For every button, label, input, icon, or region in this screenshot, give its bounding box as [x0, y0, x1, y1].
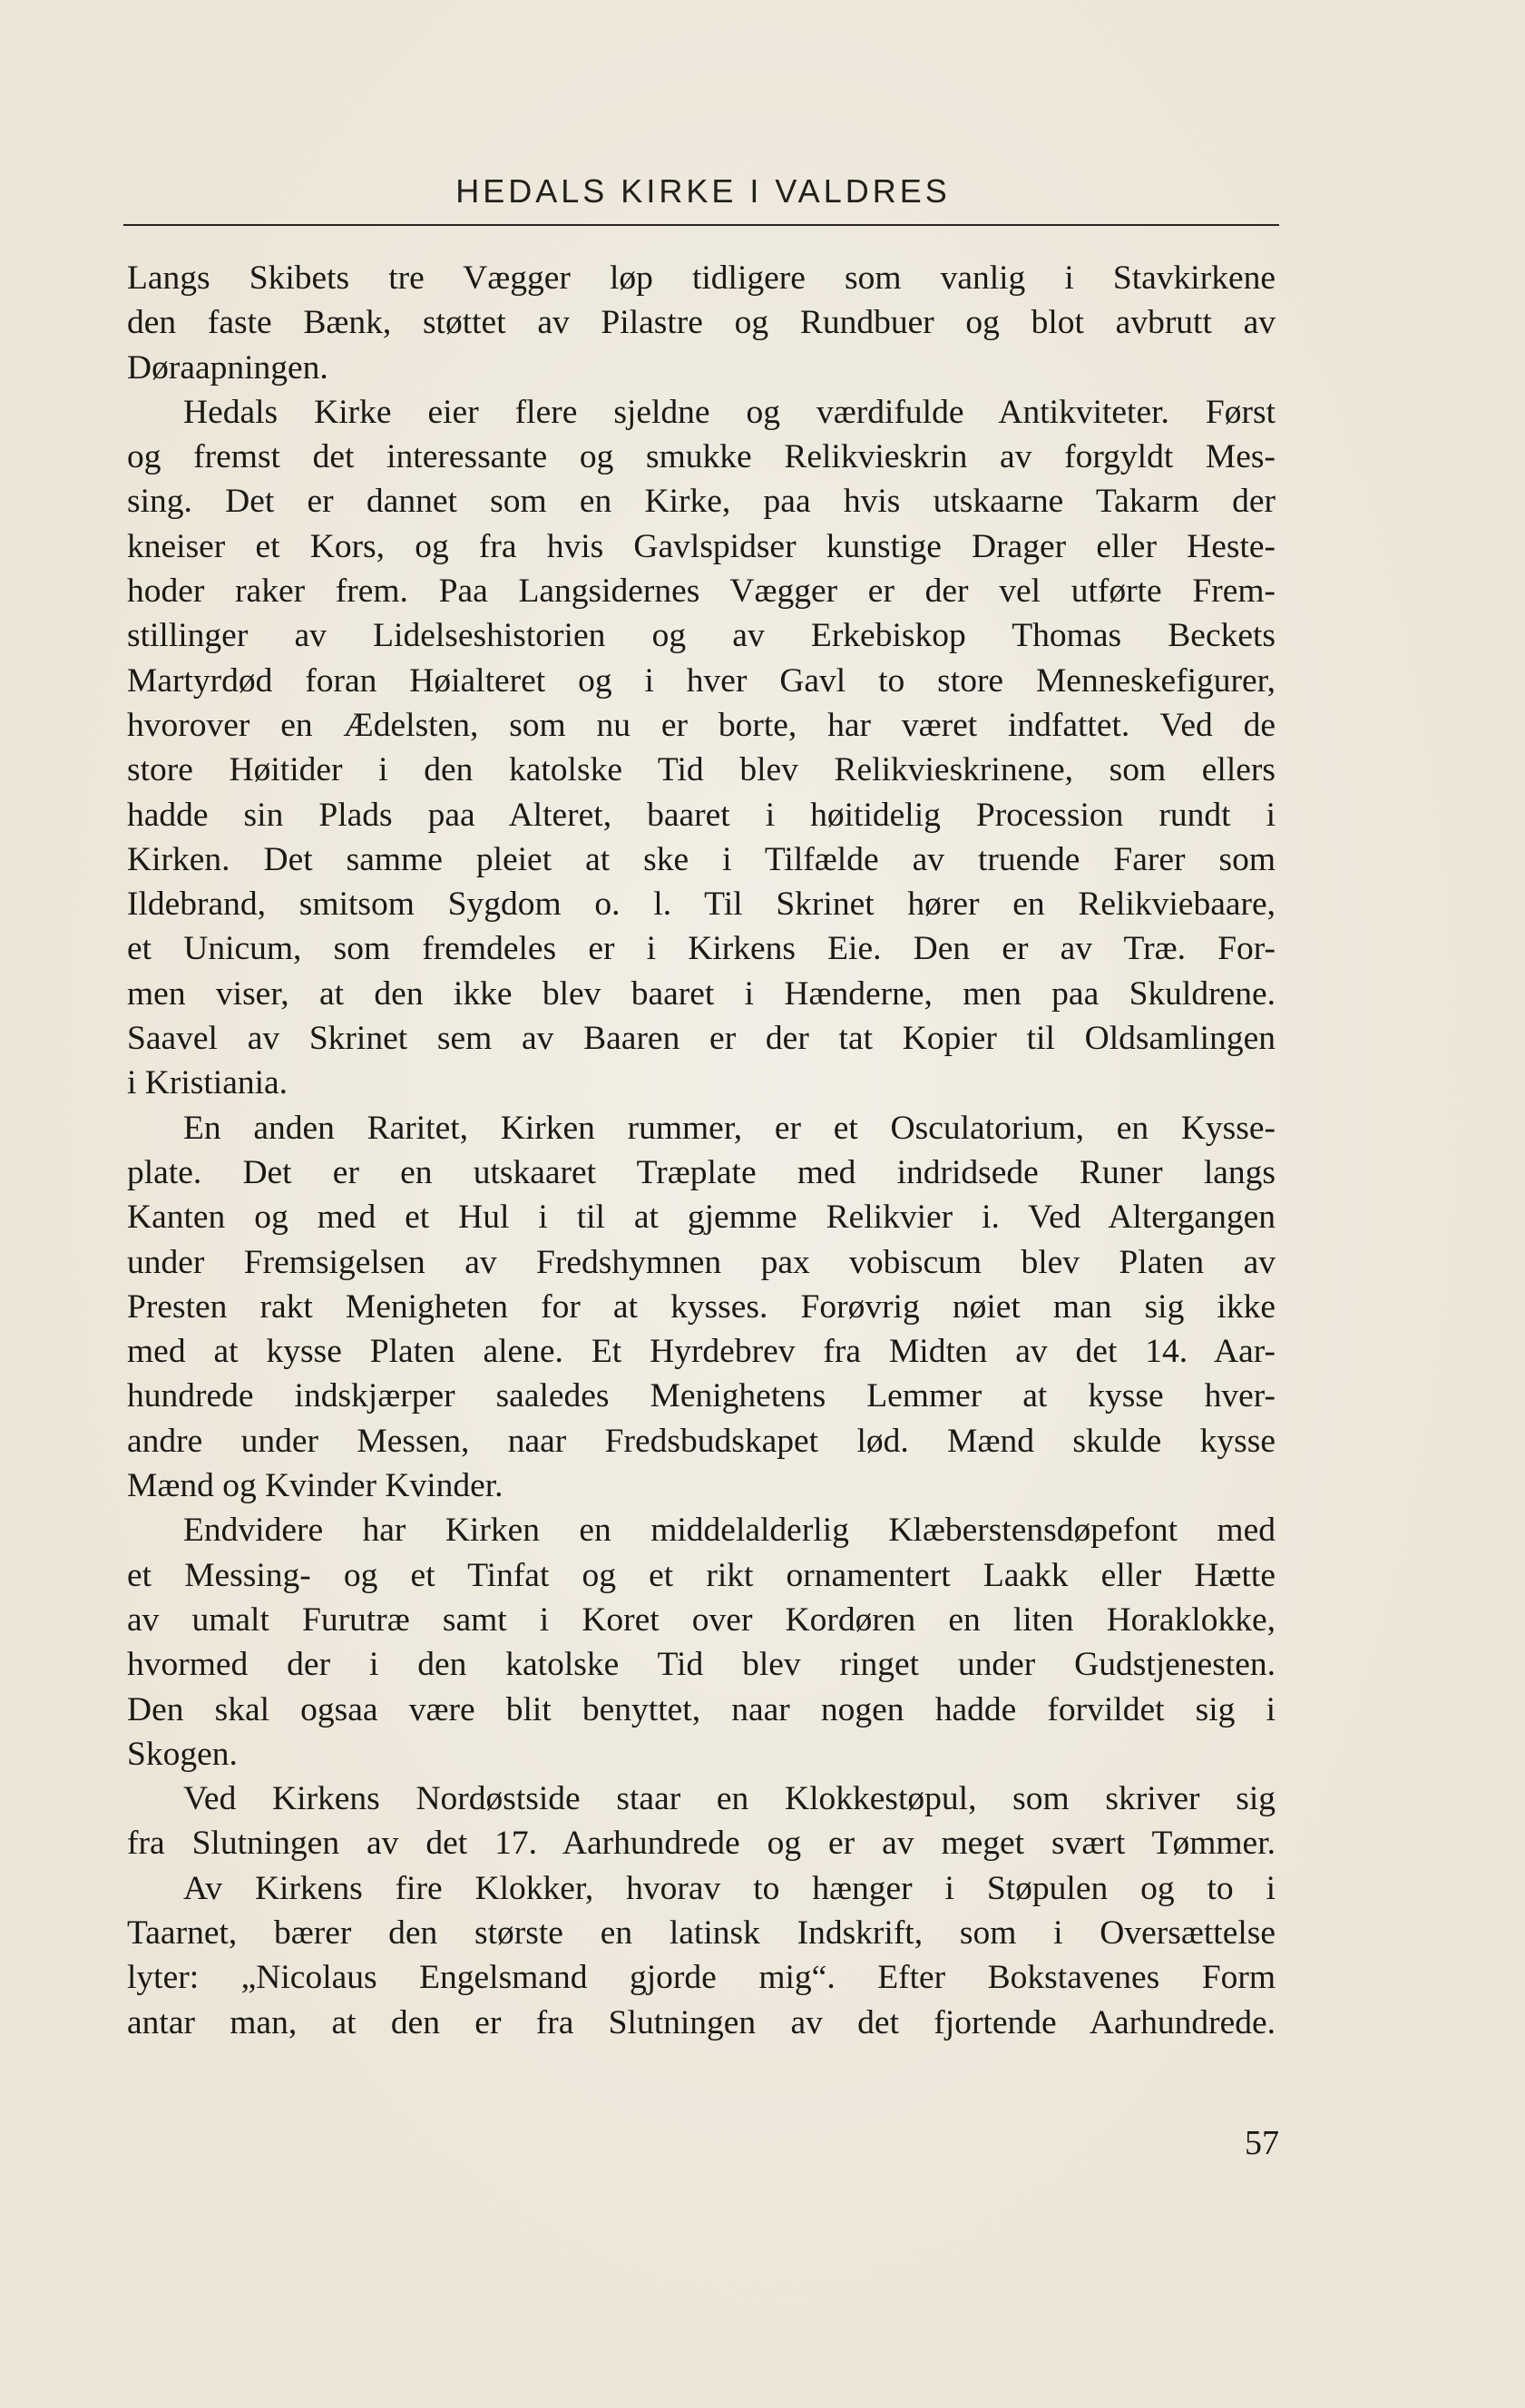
- text-line: av umalt Furutræ samt i Koret over Kordøren en liten Horaklokke,: [127, 1600, 1276, 1639]
- text-line: Ved Kirkens Nordøstside staar en Klokkestøpul, som skriver sig: [183, 1780, 1276, 1818]
- text-line: antar man, at den er fra Slutningen av det fjortende Aarhundrede.: [127, 2003, 1276, 2041]
- text-line: plate. Det er en utskaaret Træplate med indridsede Runer langs: [127, 1153, 1276, 1191]
- text-line: Skogen.: [127, 1735, 238, 1773]
- text-line: Kanten og med et Hul i til at gjemme Relikvier i. Ved Altergangen: [127, 1199, 1276, 1237]
- text-line: med at kysse Platen alene. Et Hyrdebrev fra Midten av det 14. Aar-: [127, 1333, 1276, 1371]
- text-line: Hedals Kirke eier flere sjeldne og værdifulde Antikviteter. Først: [183, 393, 1276, 431]
- text-line: hoder raker frem. Paa Langsidernes Vægger er der vel utførte Frem-: [127, 573, 1276, 611]
- text-line: store Høitider i den katolske Tid blev Relikvieskrinene, som ellers: [127, 751, 1276, 789]
- text-line: men viser, at den ikke blev baaret i Hænderne, men paa Skuldrene.: [127, 974, 1276, 1013]
- text-line: den faste Bænk, støttet av Pilastre og Rundbuer og blot avbrutt av: [127, 304, 1276, 342]
- text-line: Døraapningen.: [127, 348, 328, 387]
- text-line: Ildebrand, smitsom Sygdom o. l. Til Skrinet hører en Relikviebaare,: [127, 886, 1276, 924]
- text-line: hvormed der i den katolske Tid blev ringet under Gudstjenesten.: [127, 1646, 1276, 1684]
- text-line: i Kristiania.: [127, 1064, 288, 1102]
- text-line: lyter: „Nicolaus Engelsmand gjorde mig“. Efter Bokstavenes Form: [127, 1959, 1276, 1997]
- text-line: Taarnet, bærer den største en latinsk Indskrift, som i Oversættelse: [127, 1914, 1276, 1952]
- text-line: sing. Det er dannet som en Kirke, paa hvis utskaarne Takarm der: [127, 483, 1276, 521]
- header-rule: [123, 224, 1279, 226]
- text-line: hvorover en Ædelsten, som nu er borte, har været indfattet. Ved de: [127, 706, 1276, 744]
- text-line: hadde sin Plads paa Alteret, baaret i høitidelig Procession rundt i: [127, 796, 1276, 834]
- text-line: En anden Raritet, Kirken rummer, er et Osculatorium, en Kysse-: [183, 1109, 1276, 1147]
- text-line: hundrede indskjærper saaledes Menighetens Lemmer at kysse hver-: [127, 1377, 1276, 1415]
- text-line: under Fremsigelsen av Fredshymnen pax vobiscum blev Platen av: [127, 1243, 1276, 1281]
- text-line: Saavel av Skrinet sem av Baaren er der tat Kopier til Oldsamlingen: [127, 1020, 1276, 1058]
- text-line: Den skal ogsaa være blit benyttet, naar nogen hadde forvildet sig i: [127, 1690, 1276, 1728]
- text-line: fra Slutningen av det 17. Aarhundrede og er av meget svært Tømmer.: [127, 1825, 1276, 1863]
- text-line: og fremst det interessante og smukke Relikvieskrin av forgyldt Mes-: [127, 438, 1276, 476]
- text-line: stillinger av Lidelseshistorien og av Erkebiskop Thomas Beckets: [127, 617, 1276, 655]
- text-line: et Unicum, som fremdeles er i Kirkens Eie. Den er av Træ. For-: [127, 930, 1276, 968]
- text-line: kneiser et Kors, og fra hvis Gavlspidser kunstige Drager eller Heste-: [127, 527, 1276, 565]
- text-line: Langs Skibets tre Vægger løp tidligere som vanlig i Stavkirkene: [127, 259, 1276, 297]
- body-text: [127, 256, 1276, 2045]
- text-line: Martyrdød foran Høialteret og i hver Gavl to store Menneskefigurer,: [127, 661, 1276, 700]
- text-line: Endvidere har Kirken en middelalderlig Klæberstensdøpefont med: [183, 1512, 1276, 1550]
- text-line: Presten rakt Menigheten for at kysses. Forøvrig nøiet man sig ikke: [127, 1287, 1276, 1326]
- page-number: 57: [1245, 2124, 1279, 2162]
- text-line: Kirken. Det samme pleiet at ske i Tilfælde av truende Farer som: [127, 840, 1276, 878]
- running-title: HEDALS KIRKE I VALDRES: [455, 172, 951, 210]
- text-line: Av Kirkens fire Klokker, hvorav to hænger i Støpulen og to i: [183, 1869, 1276, 1907]
- text-line: andre under Messen, naar Fredsbudskapet lød. Mænd skulde kysse: [127, 1422, 1276, 1460]
- text-line: et Messing- og et Tinfat og et rikt ornamentert Laakk eller Hætte: [127, 1556, 1276, 1594]
- text-line: Mænd og Kvinder Kvinder.: [127, 1467, 503, 1505]
